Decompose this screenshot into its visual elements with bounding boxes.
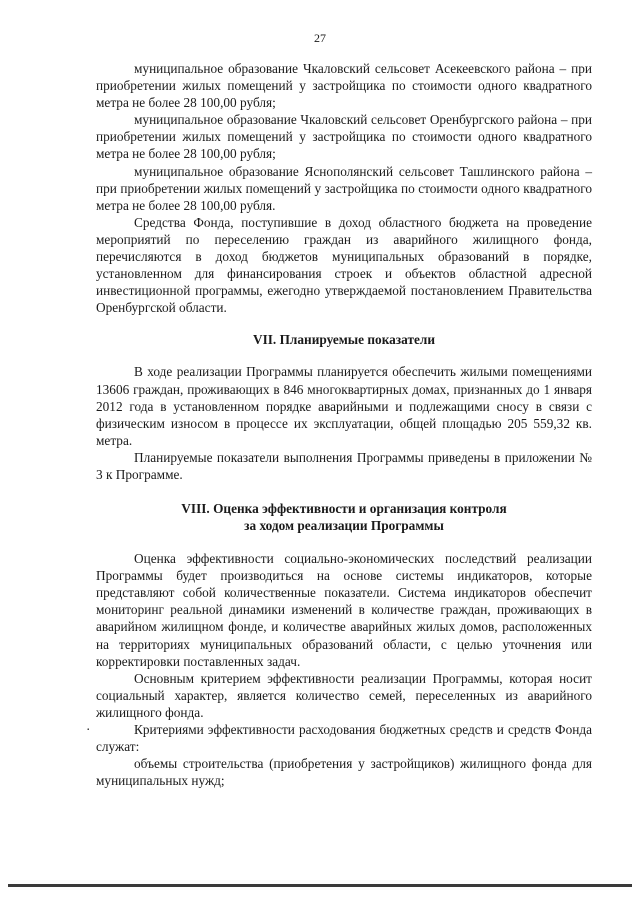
paragraph-chkalovsky-asekeevsky: муниципальное образование Чкаловский сельсовет Асекеевского района – при приобретении жилых помещений у застройщика по стоимости одного квадратного метра не более 28 100,00 рубля; xyxy=(96,61,592,111)
section-8-heading-line-1: VIII. Оценка эффективности и организация контроля xyxy=(181,501,507,517)
paragraph-chkalovsky-orenburgsky: муниципальное образование Чкаловский сельсовет Оренбургского района – при приобретении жилых помещений у застройщика по стоимости одного квадратного метра не более 28 100,00 рубля; xyxy=(96,112,592,162)
section-7-heading: VII. Планируемые показатели xyxy=(252,332,436,348)
bottom-scan-edge xyxy=(8,884,632,887)
section-8-heading-line-2: за ходом реализации Программы xyxy=(244,518,444,534)
paragraph-planned-indicators-ref: Планируемые показатели выполнения Программы приведены в приложении № 3 к Программе. xyxy=(96,449,592,482)
paragraph-spending-criteria: · Критериями эффективности расходования бюджетных средств и средств Фонда служат: xyxy=(96,721,592,755)
paragraph-yasnopolyansky-tashlinsky: муниципальное образование Яснополянский сельсовет Ташлинского района – при приобретении жилых помещений у застройщика по стоимости одного квадратного метра не более 28 100,00 рубля. xyxy=(96,163,592,213)
section-8-heading xyxy=(96,500,592,534)
paragraph-fund-resources: Средства Фонда, поступившие в доход областного бюджета на проведение мероприятий по переселению граждан из аварийного жилищного фонда, перечисляются в доход бюджетов муниципальных образований в порядке, установленном для финансирования строек и объектов областной адресной инвестиционной программы, ежегодно утверждаемой постановлением Правительства Оренбургской области. xyxy=(96,214,592,316)
paragraph-efficiency-assessment: Оценка эффективности социально-экономических последствий реализации Программы будет производиться на основе системы индикаторов, которые представляют собой количественные показатели. Система индикаторов обеспечит мониторинг реальной динамики изменений в количестве граждан, проживающих в аварийном жилищном фонде, и количестве аварийных жилых домов, расположенных на территориях муниципальных образований области, с целью уточнения или корректировки поставленных задач. xyxy=(96,551,592,669)
page-body xyxy=(96,60,592,789)
paragraph-planned-housing: В ходе реализации Программы планируется обеспечить жилыми помещениями 13606 граждан, проживающих в 846 многоквартирных домах, признанных до 1 января 2012 года в установленном порядке аварийными и подлежащими сносу в связи с физическим износом в процессе их эксплуатации, общей площадью 205 559,32 кв. метра. xyxy=(96,364,592,448)
paragraph-main-criterion: Основным критерием эффективности реализации Программы, которая носит социальный характер, является количество семей, переселенных из аварийного жилищного фонда. xyxy=(96,670,592,720)
page-number: 27 xyxy=(314,31,326,45)
paragraph-construction-volumes: объемы строительства (приобретения у застройщиков) жилищного фонда для муниципальных нужд; xyxy=(96,756,592,789)
